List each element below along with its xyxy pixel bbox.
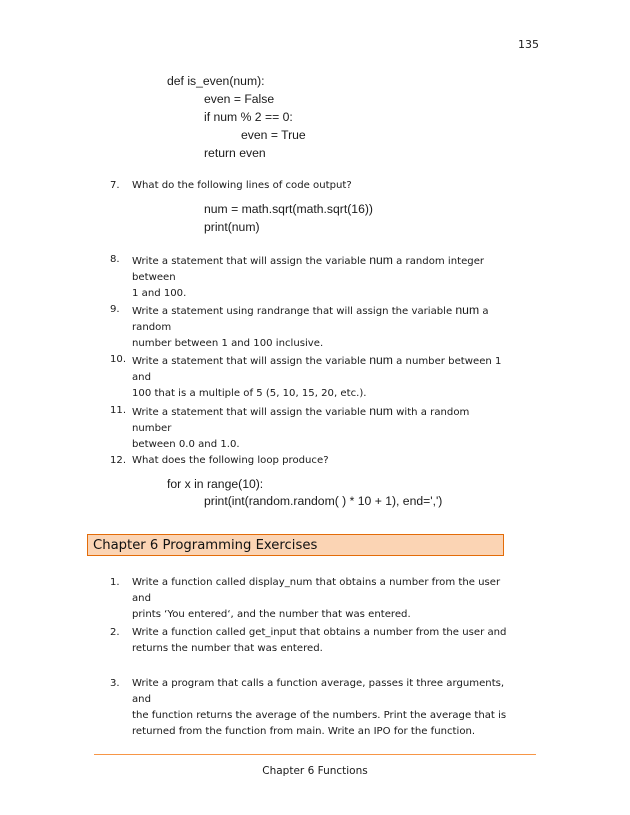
- list-item: [110, 352, 510, 402]
- item-text: Write a statement that will assign the variable num a random integer between: [132, 253, 485, 283]
- list-item: [110, 302, 510, 352]
- code-line: print(num): [204, 220, 260, 234]
- item-text: What does the following loop produce?: [132, 455, 329, 466]
- code-line: return even: [204, 146, 266, 160]
- item-text: returned from the function from main. Write an IPO for the function.: [132, 726, 476, 737]
- code-line: num = math.sqrt(math.sqrt(16)): [204, 202, 373, 216]
- item-text: between 0.0 and 1.0.: [132, 439, 240, 450]
- code-line: even = True: [241, 128, 306, 142]
- item-text: What do the following lines of code output?: [132, 180, 352, 191]
- item-text: number between 1 and 100 inclusive.: [132, 338, 324, 349]
- item-text: the function returns the average of the numbers. Print the average that is: [132, 710, 507, 721]
- list-item: [110, 403, 510, 453]
- code-line: even = False: [204, 92, 275, 106]
- list-item: [110, 676, 510, 740]
- code-line: if num % 2 == 0:: [204, 110, 293, 124]
- item-number: 12.: [110, 455, 127, 466]
- list-item: [110, 453, 510, 469]
- item-text: Write a statement that will assign the variable num a number between 1 and: [132, 353, 502, 383]
- section-heading: Chapter 6 Programming Exercises: [87, 534, 504, 556]
- item-number: 1.: [110, 577, 120, 588]
- variable-name: num: [369, 404, 393, 418]
- variable-name: num: [369, 253, 393, 267]
- item-text: Write a statement that will assign the variable num with a random number: [132, 404, 470, 434]
- code-line: print(int(random.random( ) * 10 + 1), end=','): [204, 494, 443, 508]
- item-number: 8.: [110, 254, 120, 265]
- item-number: 11.: [110, 405, 127, 416]
- list-item: [110, 178, 510, 194]
- item-text: 1 and 100.: [132, 288, 187, 299]
- variable-name: num: [369, 353, 393, 367]
- list-item: [110, 252, 510, 302]
- item-text: Write a program that calls a function average, passes it three arguments, and: [132, 678, 505, 705]
- item-number: 2.: [110, 627, 120, 638]
- code-line: def is_even(num):: [167, 74, 265, 88]
- item-text: Write a function called get_input that obtains a number from the user and: [132, 627, 507, 638]
- page-footer: Chapter 6 Functions: [262, 765, 368, 777]
- item-number: 7.: [110, 180, 120, 191]
- item-text: prints ‘You entered‘, and the number that was entered.: [132, 609, 411, 620]
- item-number: 3.: [110, 678, 120, 689]
- item-text: returns the number that was entered.: [132, 643, 323, 654]
- footer-divider: [94, 754, 536, 755]
- item-text: Write a function called display_num that obtains a number from the user and: [132, 577, 501, 604]
- code-line: for x in range(10):: [167, 477, 264, 491]
- page-number: 135: [518, 38, 539, 51]
- item-text: 100 that is a multiple of 5 (5, 10, 15, 20, etc.).: [132, 388, 367, 399]
- variable-name: num: [455, 303, 480, 317]
- list-item: [110, 625, 510, 657]
- item-text: Write a statement using randrange that will assign the variable num a random: [132, 303, 489, 333]
- list-item: [110, 575, 510, 623]
- item-number: 10.: [110, 354, 127, 365]
- item-number: 9.: [110, 304, 120, 315]
